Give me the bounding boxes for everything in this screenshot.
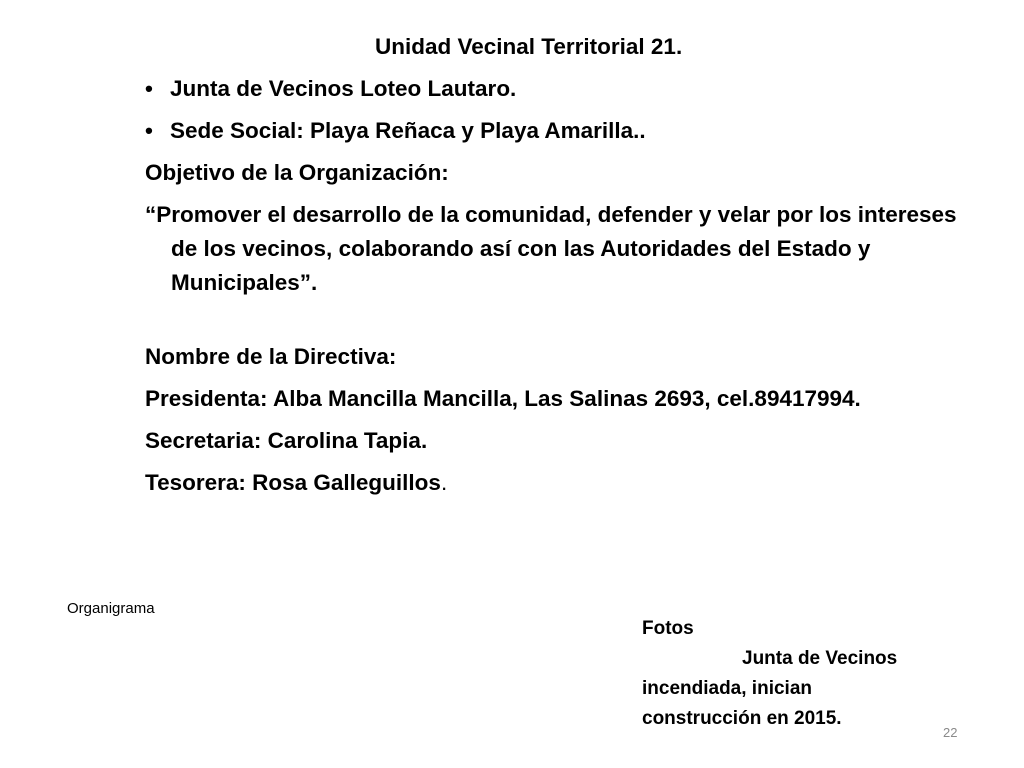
bullet-text: Sede Social: Playa Reñaca y Playa Amarilla..: [170, 118, 646, 143]
fotos-caption-line3: construcción en 2015.: [642, 708, 842, 729]
tesorera-line: [145, 466, 965, 500]
organigrama-label: Organigrama: [67, 600, 155, 617]
bullet-icon: •: [145, 118, 153, 143]
bullet-text: Junta de Vecinos Loteo Lautaro.: [170, 76, 517, 101]
tesorera-period: .: [440, 470, 448, 495]
fotos-caption-line2: incendiada, inician: [642, 678, 812, 699]
objective-text: “Promover el desarrollo de la comunidad, defender y velar por los intereses de los vecinos, colaborando así con las Autoridades del Estado y Municipales”.: [145, 202, 957, 295]
directiva-heading: Nombre de la Directiva:: [145, 344, 397, 369]
bullet-item-sede: [145, 114, 965, 148]
secretaria-line: Secretaria: Carolina Tapia.: [145, 428, 428, 453]
presidenta-line: Presidenta: Alba Mancilla Mancilla, Las Salinas 2693, cel.89417994.: [145, 386, 861, 411]
slide-title: Unidad Vecinal Territorial 21.: [375, 34, 683, 59]
slide-body: [145, 30, 965, 500]
fotos-caption-line1: Junta de Vecinos: [742, 648, 898, 669]
objective-heading: Objetivo de la Organización:: [145, 160, 449, 185]
fotos-label: Fotos: [642, 618, 694, 639]
page-number: 22: [943, 725, 958, 740]
fotos-caption: [642, 614, 942, 734]
bullet-icon: •: [145, 76, 153, 101]
directiva-section: [145, 340, 965, 500]
tesorera-text: Tesorera: Rosa Galleguillos: [145, 470, 441, 495]
bullet-item-junta: [145, 72, 965, 106]
